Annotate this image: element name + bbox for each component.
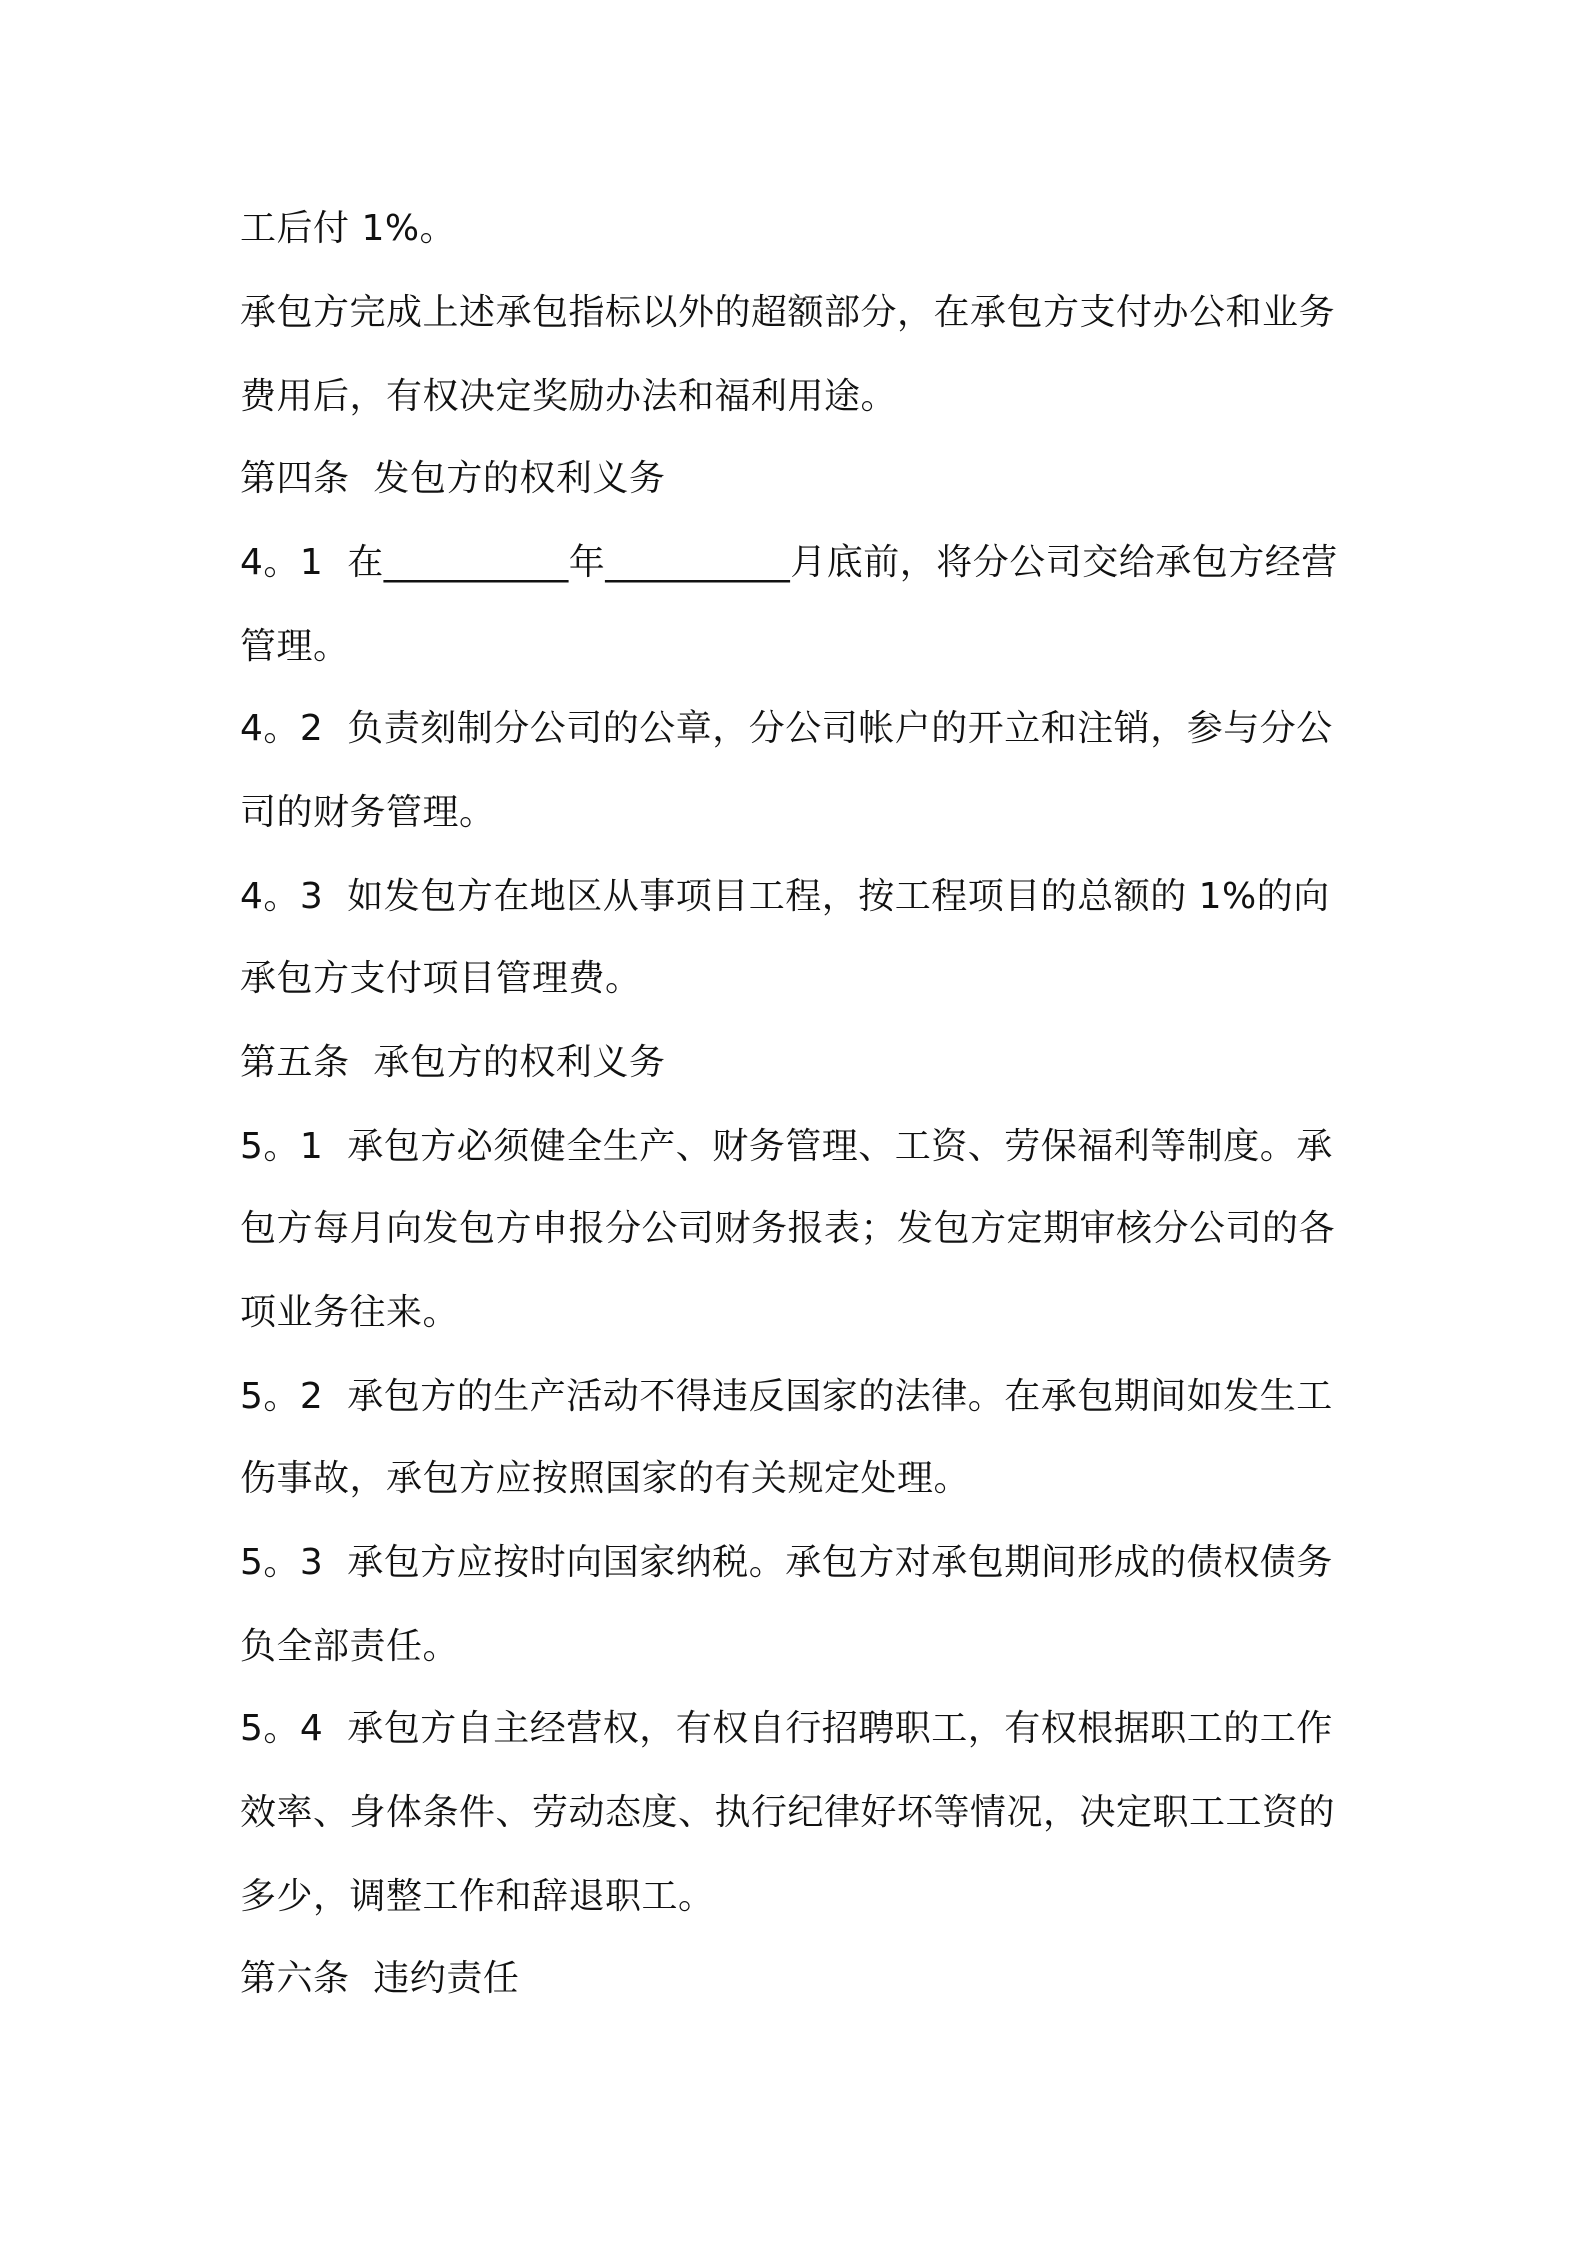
article-heading: 第六条 违约责任: [240, 1958, 520, 1999]
text-line: 4。2 负责刻制分公司的公章，分公司帐户的开立和注销，参与分公: [240, 708, 1333, 749]
text-line: 承包方完成上述承包指标以外的超额部分，在承包方支付办公和业务: [240, 292, 1336, 333]
text-line: 多少，调整工作和辞退职工。: [240, 1876, 715, 1917]
text-line: 包方每月向发包方申报分公司财务报表；发包方定期审核分公司的各: [240, 1208, 1336, 1249]
article-heading: 第五条 承包方的权利义务: [240, 1042, 666, 1083]
text-line: 效率、身体条件、劳动态度、执行纪律好坏等情况，决定职工工资的: [240, 1792, 1336, 1833]
text-line: 承包方支付项目管理费。: [240, 958, 642, 999]
text-line: 伤事故，承包方应按照国家的有关规定处理。: [240, 1458, 971, 1499]
text-line: 司的财务管理。: [240, 792, 496, 833]
text-line: 管理。: [240, 626, 350, 667]
text-line: 4。3 如发包方在地区从事项目工程，按工程项目的总额的 1%的向: [240, 876, 1330, 917]
text-line: 工后付 1%。: [240, 208, 457, 249]
text-line: 4。1 在__________年__________月底前，将分公司交给承包方经营: [240, 542, 1338, 583]
article-heading: 第四条 发包方的权利义务: [240, 458, 666, 499]
text-line: 负全部责任。: [240, 1626, 460, 1667]
text-line: 费用后，有权决定奖励办法和福利用途。: [240, 376, 898, 417]
text-line: 5。2 承包方的生产活动不得违反国家的法律。在承包期间如发生工: [240, 1376, 1333, 1417]
text-line: 5。1 承包方必须健全生产、财务管理、工资、劳保福利等制度。承: [240, 1126, 1333, 1167]
text-line: 5。4 承包方自主经营权，有权自行招聘职工，有权根据职工的工作: [240, 1708, 1333, 1749]
text-line: 5。3 承包方应按时向国家纳税。承包方对承包期间形成的债权债务: [240, 1542, 1333, 1583]
text-line: 项业务往来。: [240, 1292, 460, 1333]
